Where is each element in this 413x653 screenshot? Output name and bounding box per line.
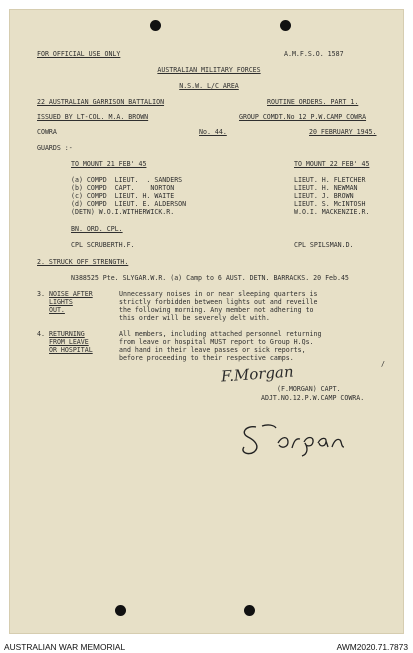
heading-forces: AUSTRALIAN MILITARY FORCES [157,66,261,74]
battalion: 22 AUSTRALIAN GARRISON BATTALION [37,98,165,106]
section-4-heading-line-1: RETURNING [49,330,85,338]
routine-orders: ROUTINE ORDERS. PART 1. [267,98,359,106]
mount-left-heading: TO MOUNT 21 FEB' 45 [71,160,147,168]
section-3-heading-line-1: NOISE AFTER [49,290,93,298]
order-date: 20 FEBRUARY 1945. [309,128,377,136]
section-3-body-line-3: the following morning. Any member not adhering to [119,306,314,314]
official-use-label: FOR OFFICIAL USE ONLY [37,50,121,58]
section-3-heading-line-3: OUT. [49,306,65,314]
section-4-heading-line-2: FROM LEAVE [49,338,89,346]
guard-right-2: LIEUT. J. BROWN [294,192,354,200]
punch-hole-top-right [280,20,291,31]
signatory-title: ADJT.NO.12.P.W.CAMP COWRA. [261,394,365,402]
archive-reference: AWM2020.71.7873 [336,642,408,652]
reference-number: A.M.F.S.O. 1587 [284,50,344,58]
place: COWRA [37,128,57,136]
cpl-left: CPL SCRUBERTH.F. [71,241,135,249]
issued-by: ISSUED BY LT-COL. M.A. BROWN [37,113,149,121]
signatory-name: (F.MORGAN) CAPT. [277,385,341,393]
guard-right-0: LIEUT. H. FLETCHER [294,176,366,184]
section-3-heading-line-2: LIGHTS [49,298,73,306]
bn-ord-cpl: BN. ORD. CPL. [71,225,123,233]
section-4-body-line-4: before proceeding to their respective camps. [119,354,294,362]
section-4-heading-line-3: OR HOSPITAL [49,346,93,354]
section-3-body-line-2: strictly forbidden between lights out and reveille [119,298,318,306]
section-3-body-line-4: this order will be severely delt with. [119,314,270,322]
section-3-body-line-1: Unnecessary noises in or near sleeping quarters is [119,290,318,298]
section-3-number: 3. [37,290,45,298]
section-4-body-line-2: from leave or hospital MUST report to Group H.Qs. [119,338,314,346]
signature-small: F.Morgan [220,362,295,386]
section-4-body-line-3: and hand in their leave passes or sick reports, [119,346,306,354]
guard-left-0: (a) COMPD LIEUT. . SANDERS [71,176,183,184]
group-commandant: GROUP COMDT.No 12 P.W.CAMP COWRA [239,113,367,121]
guard-left-3: (d) COMPD LIEUT. E. ALDERSON [71,200,187,208]
signature-large [238,421,363,457]
section-4-number: 4. [37,330,45,338]
punch-hole-top-left [150,20,161,31]
archive-name: AUSTRALIAN WAR MEMORIAL [4,642,126,652]
mount-right-heading: TO MOUNT 22 FEB' 45 [294,160,370,168]
end-mark: / [381,360,385,368]
guards-heading: GUARDS :- [37,144,73,152]
guard-left-4: (DETN) W.O.I.WITHERWICK.R. [71,208,175,216]
guard-left-1: (b) COMPD CAPT. NORTON [71,184,175,192]
guard-left-2: (c) COMPD LIEUT. H. WAITE [71,192,175,200]
archive-footer [0,637,413,653]
section-2-line: N388525 Pte. SLYGAR.W.R. (a) Camp to 6 AUST. DETN. BARRACKS. 20 Feb.45 [71,274,349,282]
guard-right-3: LIEUT. S. McINTOSH [294,200,366,208]
punch-hole-bottom-right [244,605,255,616]
guard-right-4: W.O.I. MACKENZIE.R. [294,208,370,216]
cpl-right: CPL SPILSMAN.D. [294,241,354,249]
guard-right-1: LIEUT. H. NEWMAN [294,184,358,192]
document-sheet [9,9,404,634]
section-2-heading: 2. STRUCK OFF STRENGTH. [37,258,129,266]
heading-area: N.S.W. L/C AREA [179,82,239,90]
section-4-body-line-1: All members, including attached personnel returning [119,330,322,338]
punch-hole-bottom-left [115,605,126,616]
order-number: No. 44. [199,128,227,136]
